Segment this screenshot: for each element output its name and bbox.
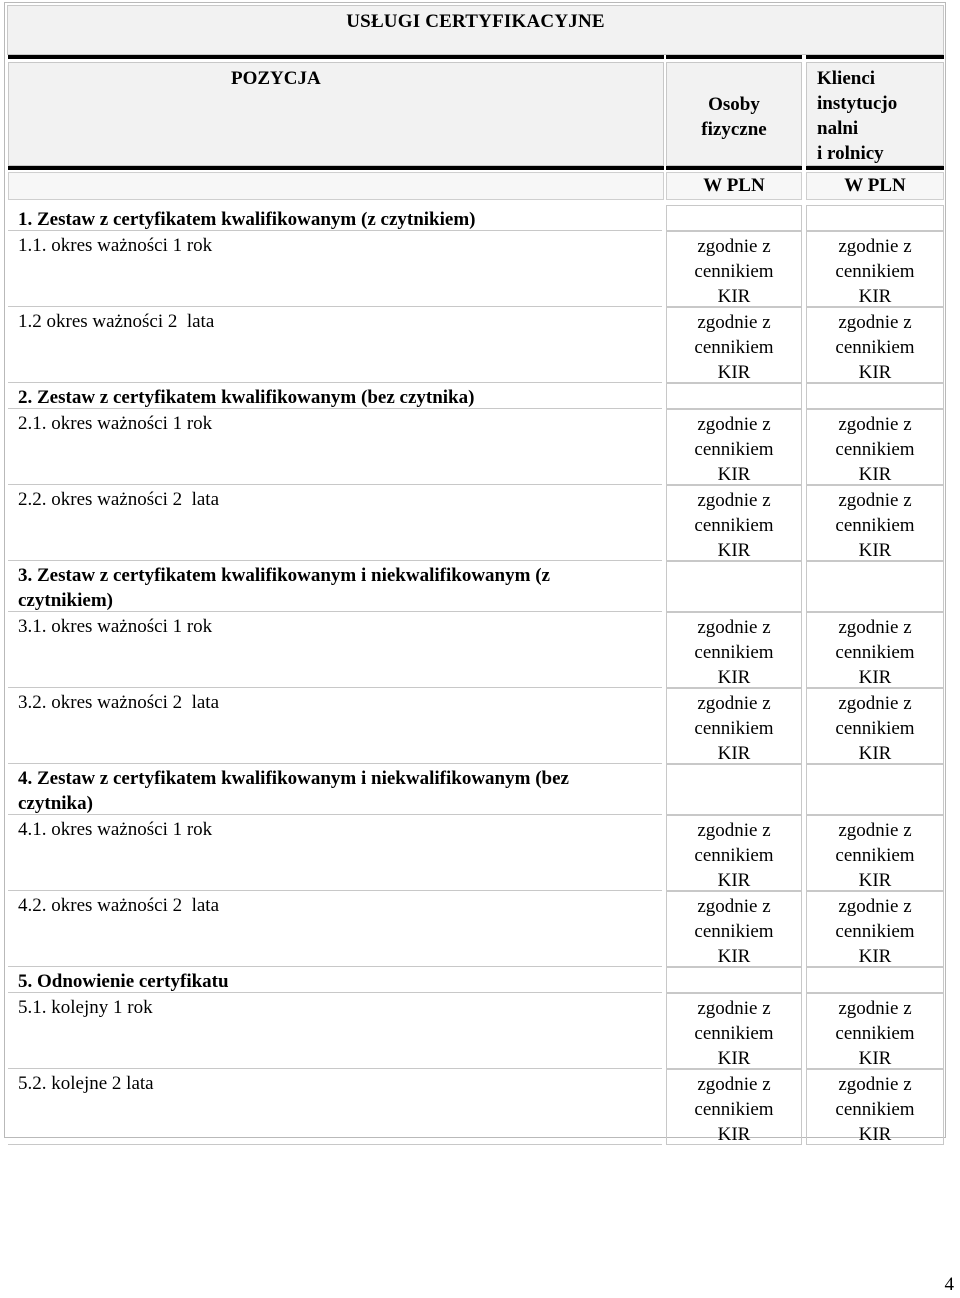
price-text-line: cennikiem <box>694 921 774 942</box>
institutional-header-line: instytucjo <box>817 93 898 114</box>
individuals-price-cell <box>666 612 802 688</box>
price-text-line: cennikiem <box>694 261 774 282</box>
item-label: 5.1. kolejny 1 rok <box>18 997 153 1018</box>
institutional-price-cell <box>806 815 944 891</box>
row-divider <box>8 611 662 612</box>
individuals-price-cell <box>666 764 802 815</box>
row-divider <box>8 890 662 891</box>
price-text-line: zgodnie z <box>697 998 771 1019</box>
institutional-header-line: i rolnicy <box>817 143 884 164</box>
row-divider <box>8 382 662 383</box>
price-text-line: cennikiem <box>694 337 774 358</box>
price-text-line: KIR <box>717 540 751 561</box>
institutional-price-cell <box>806 205 944 231</box>
price-text-line: cennikiem <box>835 921 915 942</box>
institutional-price-cell <box>806 967 944 993</box>
price-text-line: cennikiem <box>694 718 774 739</box>
row-divider <box>8 1144 662 1145</box>
individuals-price-cell <box>666 231 802 307</box>
individuals-header-line: fizyczne <box>701 119 767 140</box>
institutional-price-cell <box>806 612 944 688</box>
individuals-price-cell <box>666 383 802 409</box>
price-text-line: KIR <box>858 946 892 967</box>
price-text-line: zgodnie z <box>838 236 912 257</box>
institutional-price-cell <box>806 561 944 612</box>
section-label: 4. Zestaw z certyfikatem kwalifikowanym i niekwalifikowanym (bez czytnika) <box>18 768 574 814</box>
page-number: 4 <box>944 1274 954 1295</box>
price-text-line: zgodnie z <box>697 1074 771 1095</box>
row-divider <box>8 1068 662 1069</box>
price-text-line: KIR <box>717 1048 751 1069</box>
price-text-line: cennikiem <box>835 261 915 282</box>
section-label: 5. Odnowienie certyfikatu <box>18 971 229 992</box>
individuals-price-cell <box>666 967 802 993</box>
institutional-price-cell <box>806 1069 944 1145</box>
header-rule-bottom-mid <box>666 166 802 170</box>
price-text-line: zgodnie z <box>697 490 771 511</box>
row-divider <box>8 484 662 485</box>
individuals-price-cell <box>666 688 802 764</box>
price-text-line: zgodnie z <box>697 617 771 638</box>
institutional-price-cell <box>806 993 944 1069</box>
currency-row-spacer <box>8 172 664 200</box>
price-text-line: KIR <box>858 1048 892 1069</box>
row-divider <box>8 687 662 688</box>
row-divider <box>8 763 662 764</box>
position-header <box>8 62 664 166</box>
item-label: 4.1. okres ważności 1 rok <box>18 819 213 840</box>
item-label: 1.2 okres ważności 2 lata <box>18 311 215 332</box>
institutional-header-line: Klienci <box>817 68 876 89</box>
section-label: 1. Zestaw z certyfikatem kwalifikowanym (z czytnikiem) <box>18 209 476 230</box>
price-text-line: cennikiem <box>835 1023 915 1044</box>
price-text-line: KIR <box>717 464 751 485</box>
individuals-price-cell <box>666 993 802 1069</box>
row-divider <box>8 408 662 409</box>
price-text-line: cennikiem <box>835 515 915 536</box>
price-text-line: KIR <box>717 946 751 967</box>
price-text-line: cennikiem <box>835 1099 915 1120</box>
currency-individuals: W PLN <box>666 172 802 200</box>
item-label: 3.1. okres ważności 1 rok <box>18 616 213 637</box>
price-text-line: KIR <box>717 1124 751 1145</box>
section-label: 2. Zestaw z certyfikatem kwalifikowanym (bez czytnika) <box>18 387 475 408</box>
item-label: 3.2. okres ważności 2 lata <box>18 692 220 713</box>
price-text-line: zgodnie z <box>697 312 771 333</box>
row-divider <box>8 230 662 231</box>
row-divider <box>8 306 662 307</box>
page-title: USŁUGI CERTYFIKACYJNE <box>7 5 944 55</box>
price-text-line: cennikiem <box>694 1023 774 1044</box>
item-label: 2.1. okres ważności 1 rok <box>18 413 213 434</box>
individuals-price-cell <box>666 561 802 612</box>
institutional-price-cell <box>806 764 944 815</box>
price-text-line: zgodnie z <box>838 414 912 435</box>
price-text-line: zgodnie z <box>697 236 771 257</box>
price-text-line: zgodnie z <box>838 693 912 714</box>
header-rule-bottom-right <box>806 166 944 170</box>
price-text-line: cennikiem <box>835 439 915 460</box>
individuals-header <box>666 62 802 166</box>
price-text-line: cennikiem <box>835 718 915 739</box>
price-text-line: zgodnie z <box>838 1074 912 1095</box>
price-text-line: cennikiem <box>694 642 774 663</box>
item-label: 4.2. okres ważności 2 lata <box>18 895 220 916</box>
price-text-line: cennikiem <box>835 642 915 663</box>
price-text-line: cennikiem <box>694 439 774 460</box>
item-label: 1.1. okres ważności 1 rok <box>18 235 213 256</box>
institutional-price-cell <box>806 485 944 561</box>
price-text-line: zgodnie z <box>838 896 912 917</box>
institutional-price-cell <box>806 383 944 409</box>
price-text-line: zgodnie z <box>838 312 912 333</box>
institutional-header <box>806 62 944 166</box>
price-text-line: zgodnie z <box>697 820 771 841</box>
price-text-line: cennikiem <box>835 845 915 866</box>
section-label: 3. Zestaw z certyfikatem kwalifikowanym i niekwalifikowanym (z czytnikiem) <box>18 565 555 611</box>
price-text-line: KIR <box>717 743 751 764</box>
price-text-line: KIR <box>858 1124 892 1145</box>
position-header-label: POZYCJA <box>231 68 321 89</box>
institutional-price-cell <box>806 891 944 967</box>
price-text-line: zgodnie z <box>697 693 771 714</box>
price-text-line: KIR <box>858 362 892 383</box>
institutional-price-cell <box>806 409 944 485</box>
price-text-line: zgodnie z <box>697 414 771 435</box>
item-label: 5.2. kolejne 2 lata <box>18 1073 154 1094</box>
individuals-header-line: Osoby <box>708 94 760 115</box>
row-divider <box>8 992 662 993</box>
header-rule-right <box>806 55 944 59</box>
price-text-line: KIR <box>858 743 892 764</box>
price-text-line: zgodnie z <box>697 896 771 917</box>
price-text-line: KIR <box>858 870 892 891</box>
individuals-price-cell <box>666 409 802 485</box>
price-text-line: zgodnie z <box>838 617 912 638</box>
individuals-price-cell <box>666 815 802 891</box>
price-text-line: KIR <box>717 362 751 383</box>
price-text-line: cennikiem <box>835 337 915 358</box>
header-rule-mid <box>666 55 802 59</box>
individuals-price-cell <box>666 1069 802 1145</box>
individuals-price-cell <box>666 485 802 561</box>
row-divider <box>8 814 662 815</box>
row-divider <box>8 966 662 967</box>
row-divider <box>8 560 662 561</box>
individuals-price-cell <box>666 891 802 967</box>
price-text-line: cennikiem <box>694 845 774 866</box>
institutional-price-cell <box>806 688 944 764</box>
price-text-line: zgodnie z <box>838 490 912 511</box>
price-text-line: KIR <box>858 667 892 688</box>
individuals-price-cell <box>666 205 802 231</box>
header-rule-bottom-left <box>8 166 664 170</box>
price-text-line: KIR <box>717 667 751 688</box>
price-text-line: KIR <box>717 870 751 891</box>
price-text-line: zgodnie z <box>838 820 912 841</box>
currency-institutional: W PLN <box>806 172 944 200</box>
price-text-line: cennikiem <box>694 1099 774 1120</box>
institutional-price-cell <box>806 231 944 307</box>
price-text-line: KIR <box>858 464 892 485</box>
price-text-line: zgodnie z <box>838 998 912 1019</box>
header-rule-left <box>8 55 664 59</box>
institutional-header-line: nalni <box>817 118 859 139</box>
price-text-line: KIR <box>858 286 892 307</box>
item-label: 2.2. okres ważności 2 lata <box>18 489 220 510</box>
price-text-line: KIR <box>717 286 751 307</box>
individuals-price-cell <box>666 307 802 383</box>
institutional-price-cell <box>806 307 944 383</box>
price-text-line: KIR <box>858 540 892 561</box>
price-text-line: cennikiem <box>694 515 774 536</box>
